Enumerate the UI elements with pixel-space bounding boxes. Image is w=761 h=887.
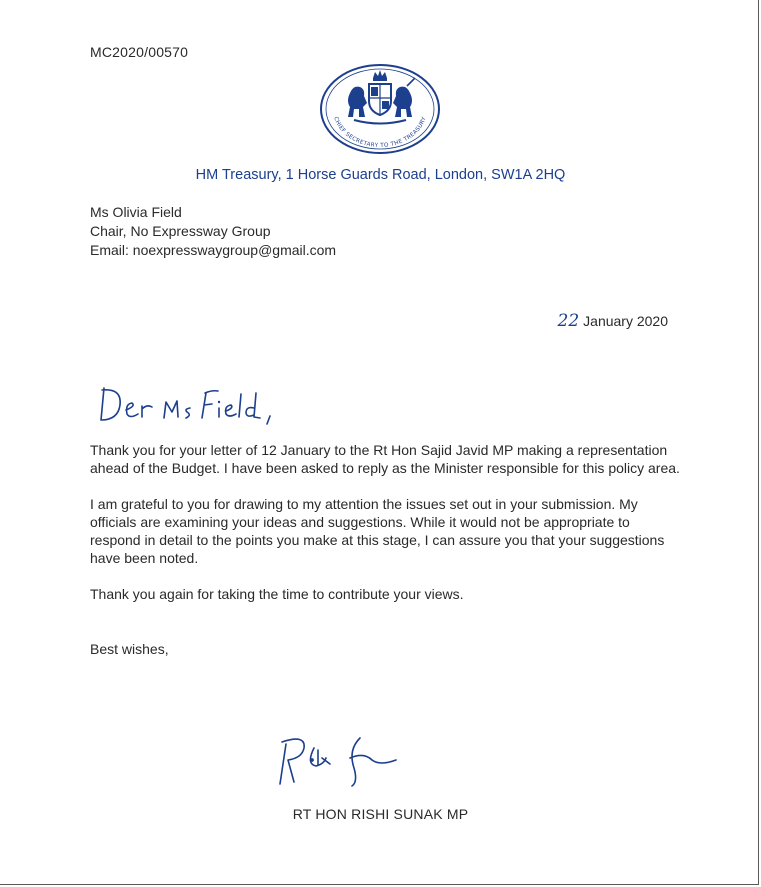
recipient-title: Chair, No Expressway Group xyxy=(90,223,271,239)
letter-date xyxy=(558,311,668,331)
reference-number: MC2020/00570 xyxy=(90,44,189,60)
letter-body xyxy=(90,441,680,621)
recipient-block xyxy=(90,203,336,260)
treasury-crest-seal xyxy=(319,63,441,155)
body-paragraph: Thank you for your letter of 12 January to the Rt Hon Sajid Javid MP making a representation ahead of the Budget. I have been asked to reply as the Minister responsible for this policy area. xyxy=(90,442,680,476)
closing-line: Best wishes, xyxy=(90,641,169,657)
handwritten-signature xyxy=(272,730,412,790)
date-month-year: January 2020 xyxy=(583,313,668,329)
body-paragraph: I am grateful to you for drawing to my attention the issues set out in your submission. My officials are examining your ideas and suggestions. While it would not be appropriate to respond in detail to the points you make at this stage, I can assure you that your suggestions have been noted. xyxy=(90,496,665,566)
seal-text: CHIEF SECRETARY TO THE TREASURY xyxy=(332,116,428,150)
svg-text:CHIEF SECRETARY TO THE TREASUR xyxy=(332,116,428,149)
body-paragraph: Thank you again for taking the time to contribute your views. xyxy=(90,586,464,602)
handwritten-salutation xyxy=(98,378,288,428)
recipient-name: Ms Olivia Field xyxy=(90,204,182,220)
date-day-handwritten: 22 xyxy=(557,311,580,331)
signatory-name: RT HON RISHI SUNAK MP xyxy=(292,806,469,822)
sender-address: HM Treasury, 1 Horse Guards Road, London, SW1A 2HQ xyxy=(195,167,566,183)
recipient-email: Email: noexpresswaygroup@gmail.com xyxy=(90,242,337,258)
